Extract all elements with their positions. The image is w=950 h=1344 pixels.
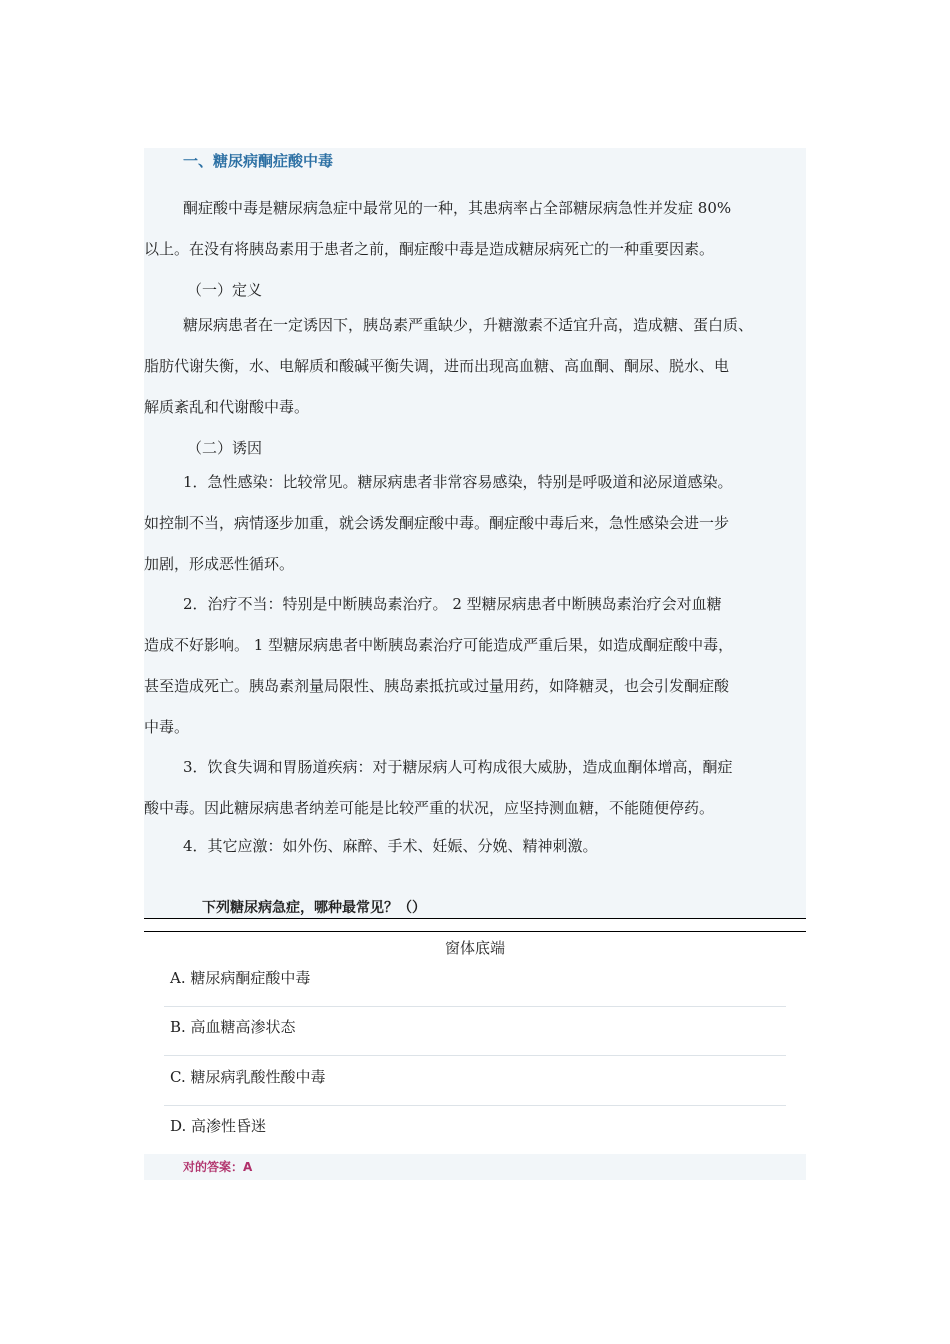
intro-line: 酮症酸中毒是糖尿病急症中最常见的一种，其患病率占全部糖尿病急性并发症 80% [183, 199, 732, 217]
cause-label: （二）诱因 [187, 439, 263, 457]
cause-line: 造成不好影响。 1 型糖尿病患者中断胰岛素治疗可能造成严重后果，如造成酮症酸中毒， [144, 636, 734, 654]
option-d[interactable] [164, 1105, 786, 1155]
intro-paragraph [144, 188, 814, 270]
option-a[interactable] [164, 957, 786, 1007]
cause-1-paragraph [144, 462, 814, 585]
cause-3-paragraph [144, 747, 814, 829]
cause-line: 1．急性感染：比较常见。糖尿病患者非常容易感染，特别是呼吸道和泌尿道感染。 [183, 473, 733, 491]
cause-line: 4．其它应激：如外伤、麻醉、手术、妊娠、分娩、精神刺激。 [183, 837, 598, 855]
cause-line: 中毒。 [144, 718, 190, 736]
form-bottom-label: 窗体底端 [444, 939, 505, 957]
intro-line: 以上。在没有将胰岛素用于患者之前，酮症酸中毒是造成糖尿病死亡的一种重要因素。 [144, 240, 715, 258]
option-label: A. 糖尿病酮症酸中毒 [170, 969, 311, 987]
cause-2-paragraph [144, 584, 814, 748]
correct-answer: 对的答案：A [183, 1160, 253, 1174]
option-c[interactable] [164, 1056, 786, 1106]
option-label: C. 糖尿病乳酸性酸中毒 [170, 1068, 326, 1086]
definition-label: （一）定义 [187, 281, 263, 299]
quiz-question: 下列糖尿病急症，哪种最常见？（） [202, 900, 426, 916]
cause-line: 甚至造成死亡。胰岛素剂量局限性、胰岛素抵抗或过量用药，如降糖灵，也会引发酮症酸 [144, 677, 730, 695]
cause-line: 如控制不当，病情逐步加重，就会诱发酮症酸中毒。酮症酸中毒后来，急性感染会进一步 [144, 514, 730, 532]
cause-line: 3．饮食失调和胃肠道疾病：对于糖尿病人可构成很大威胁，造成血酮体增高，酮症 [183, 758, 733, 776]
definition-line: 脂肪代谢失衡，水、电解质和酸碱平衡失调，进而出现高血糖、高血酮、酮尿、脱水、电 [144, 357, 730, 375]
definition-line: 糖尿病患者在一定诱因下，胰岛素严重缺少，升糖激素不适宜升高，造成糖、蛋白质、 [183, 316, 754, 334]
section-heading: 一、糖尿病酮症酸中毒 [183, 152, 334, 170]
definition-paragraph [144, 305, 814, 428]
definition-line: 解质紊乱和代谢酸中毒。 [144, 398, 310, 416]
divider [144, 918, 806, 919]
cause-line: 加剧，形成恶性循环。 [144, 555, 295, 573]
divider [144, 931, 806, 932]
cause-4-paragraph [144, 826, 814, 867]
option-b[interactable] [164, 1006, 786, 1056]
cause-line: 酸中毒。因此糖尿病患者纳差可能是比较严重的状况，应坚持测血糖，不能随便停药。 [144, 799, 715, 817]
cause-line: 2．治疗不当：特别是中断胰岛素治疗。 2 型糖尿病患者中断胰岛素治疗会对血糖 [183, 595, 722, 613]
option-label: D. 高渗性昏迷 [170, 1117, 267, 1135]
option-label: B. 高血糖高渗状态 [170, 1018, 296, 1036]
